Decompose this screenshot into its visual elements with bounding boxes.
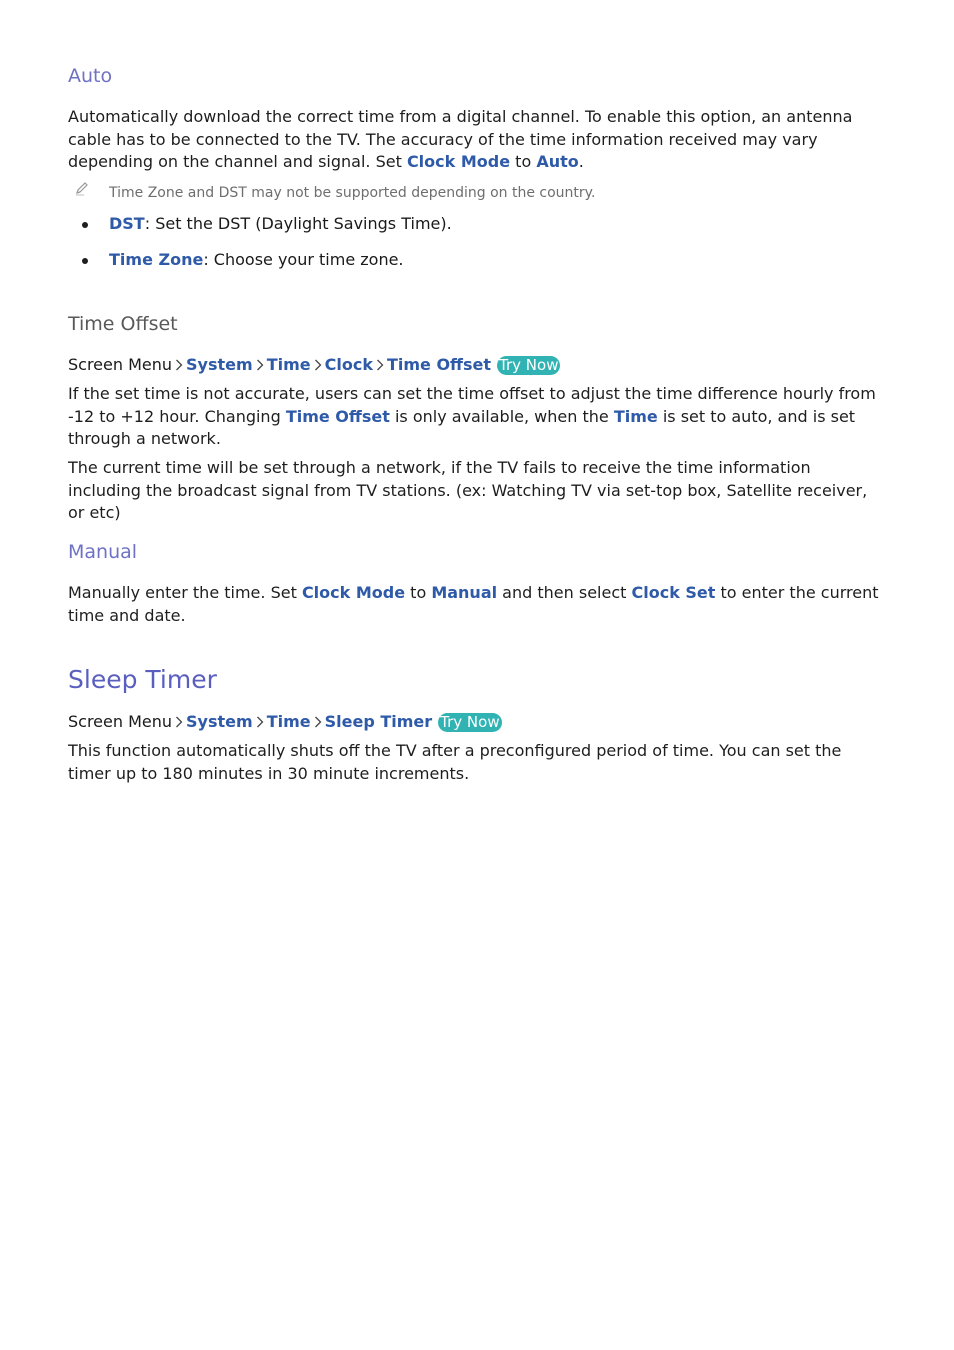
manual-keyword: Manual [431, 583, 498, 602]
breadcrumb [68, 711, 502, 733]
clock-set-keyword: Clock Set [631, 583, 716, 602]
breadcrumb-item: Time [266, 712, 311, 731]
time-keyword: Time [613, 406, 658, 426]
breadcrumb-item: Clock [324, 355, 373, 374]
chevron-right-icon [373, 359, 387, 371]
breadcrumb [68, 354, 560, 376]
clock-mode-keyword: Clock Mode [301, 583, 406, 602]
sleep-timer-heading: Sleep Timer [68, 665, 217, 694]
bullet-icon [82, 222, 88, 228]
clock-mode-keyword: Clock Mode [406, 152, 511, 171]
pencil-icon [74, 180, 90, 196]
manual-description: Manually enter the time. Set Clock Mode to Manual and then select Clock Set to enter the current time and date. [68, 583, 879, 625]
breadcrumb-item: System [186, 712, 253, 731]
breadcrumb-item: Time Offset [386, 355, 492, 374]
time-offset-heading: Time Offset [68, 313, 178, 335]
chevron-right-icon [172, 716, 186, 728]
breadcrumb-item: Time [266, 355, 311, 374]
auto-heading: Auto [68, 65, 113, 87]
chevron-right-icon [311, 359, 325, 371]
time-zone-keyword: Time Zone [109, 250, 204, 269]
chevron-right-icon [253, 359, 267, 371]
breadcrumb-item: Screen Menu [68, 712, 173, 731]
auto-description: Automatically download the correct time from a digital channel. To enable this option, an antenna cable has to be connected to the TV. The accuracy of the time information received may vary depending on the channel and signal. Set Clock Mode to Auto. [68, 107, 853, 171]
chevron-right-icon [311, 716, 325, 728]
breadcrumb-item: Sleep Timer [324, 712, 433, 731]
time-offset-network-note: The current time will be set through a network, if the TV fails to receive the time information including the broadcast signal from TV stations. (ex: Watching TV via set-top box, Satellite receiver, or etc) [68, 458, 868, 522]
time-offset-description: If the set time is not accurate, users can set the time offset to adjust the time difference hourly from -12 to +12 hour. Changing Time Offset is only available, when the Time is set to auto, and is set through a network. [68, 384, 876, 448]
time-offset-keyword: Time Offset [285, 406, 390, 426]
note-text: Time Zone and DST may not be supported depending on the country. [109, 185, 596, 201]
try-now-button[interactable]: Try Now [440, 712, 500, 731]
chevron-right-icon [172, 359, 186, 371]
bullet-icon [82, 258, 88, 264]
breadcrumb-item: System [186, 355, 253, 374]
dst-keyword: DST [109, 214, 145, 233]
chevron-right-icon [253, 716, 267, 728]
auto-keyword: Auto [536, 152, 579, 171]
sleep-timer-description: This function automatically shuts off the TV after a preconfigured period of time. You can set the timer up to 180 minutes in 30 minute increments. [68, 741, 842, 783]
breadcrumb-item: Screen Menu [68, 355, 173, 374]
manual-heading: Manual [68, 541, 138, 563]
try-now-button[interactable]: Try Now [499, 355, 559, 374]
